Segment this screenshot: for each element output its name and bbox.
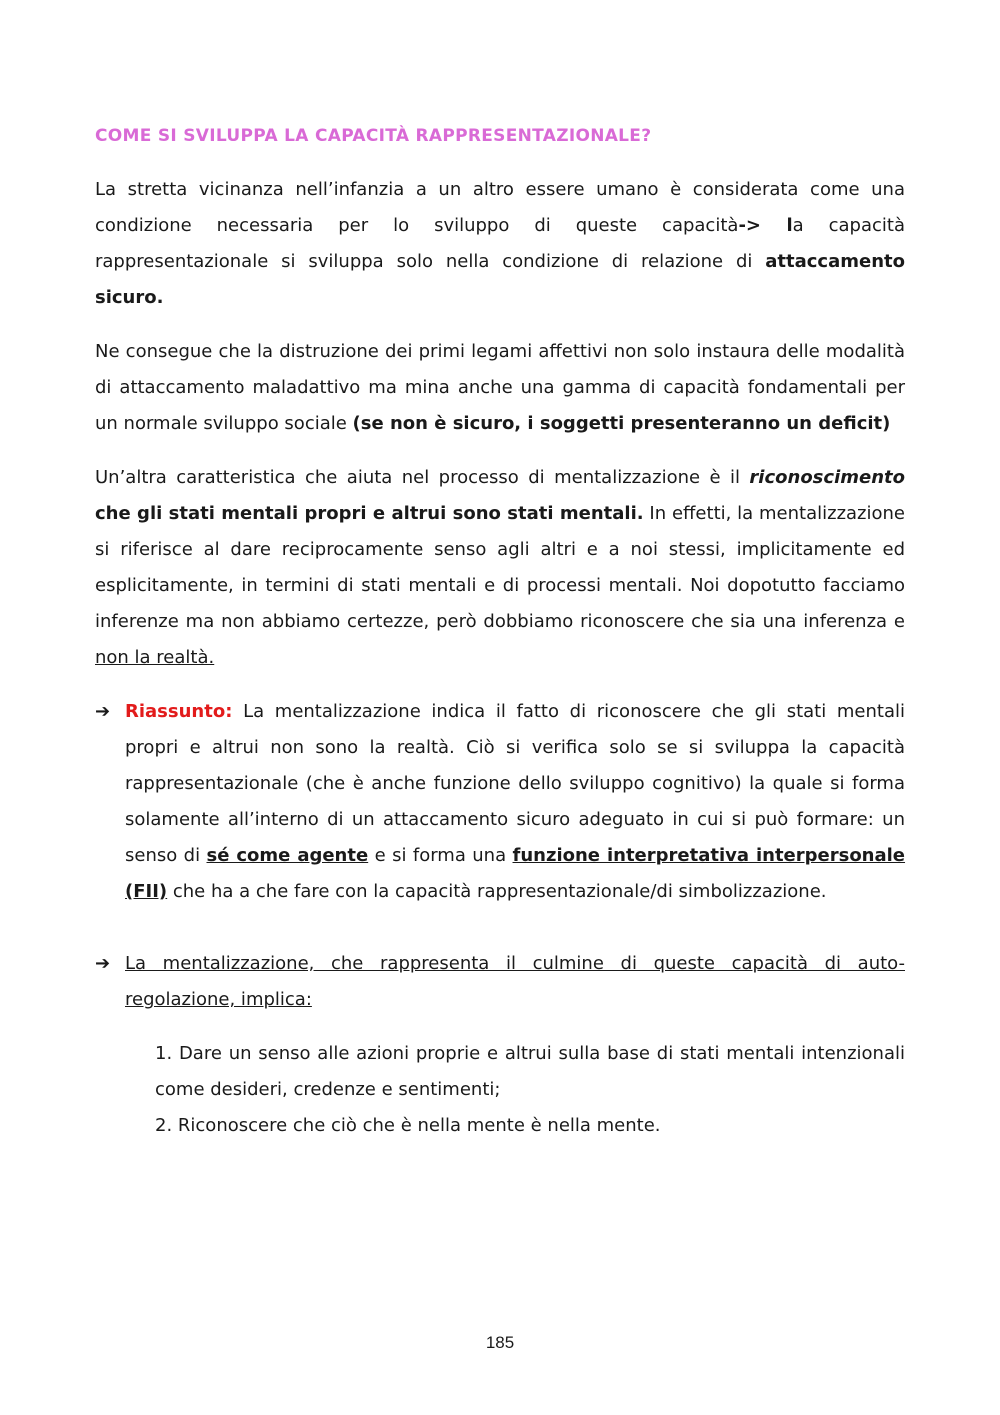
- p2-text-1: Ne consegue che la distruzione dei primi legami affettivi non solo instaura delle modalità di attaccamento maladattivo ma mina anche una gamma di capacità fondamentali per un normale sviluppo sociale: [95, 341, 905, 434]
- p1-text-2: a capacità rappresentazionale si sviluppa solo nella condizione di relazione di: [95, 215, 906, 272]
- p3-bold-mental-states: che gli stati mentali propri e altrui sono stati mentali.: [95, 503, 644, 524]
- p1-bold-arrow: -> l: [738, 215, 793, 236]
- p2-bold-deficit: (se non è sicuro, i soggetti presenteranno un deficit): [352, 413, 891, 434]
- p1-text-1: La stretta vicinanza nell’infanzia a un altro essere umano è considerata come una condizione necessaria per lo sviluppo di queste capacità: [95, 179, 905, 236]
- p3-text-1: Un’altra caratteristica che aiuta nel processo di mentalizzazione è il: [95, 467, 750, 488]
- page-number: 185: [485, 1333, 515, 1352]
- summary-self-as-agent: sé come agente: [206, 845, 369, 866]
- p1-bold-secure-attachment: attaccamento sicuro.: [95, 251, 905, 308]
- page-content: [95, 118, 905, 1144]
- p3-bold-italic-recognition: riconoscimento: [749, 467, 905, 488]
- summary-text-3: che ha a che fare con la capacità rappresentazionale/di simbolizzazione.: [167, 881, 827, 902]
- bullet-summary: [95, 694, 905, 910]
- implications-intro: La mentalizzazione, che rappresenta il culmine di queste capacità di auto-regolazione, implica:: [125, 953, 905, 1010]
- summary-text-1: La mentalizzazione indica il fatto di riconoscere che gli stati mentali propri e altrui non sono la realtà. Ciò si verifica solo se si sviluppa la capacità rappresentazionale (che è anche funzione dello sviluppo cognitivo) la quale si forma solamente all’interno di un attaccamento sicuro adeguato in cui si può formare: un senso di: [125, 701, 905, 866]
- implications-list: [155, 1036, 905, 1144]
- summary-label: Riassunto:: [125, 701, 233, 722]
- paragraph-consequence: [95, 334, 905, 442]
- p3-text-2: In effetti, la mentalizzazione si riferisce al dare reciprocamente senso agli altri e a noi stessi, implicitamente ed esplicitamente, in termini di stati mentali e di processi mentali. Noi dopotutto facciamo inferenze ma non abbiamo certezze, però dobbiamo riconoscere che sia una inferenza e: [95, 503, 905, 632]
- p3-underlined-reality: non la realtà.: [95, 647, 215, 668]
- summary-fii: funzione interpretativa interpersonale (FII): [125, 845, 906, 902]
- summary-text-2: e si forma una: [368, 845, 513, 866]
- paragraph-attachment: [95, 172, 905, 316]
- list-item: 1. Dare un senso alle azioni proprie e altrui sulla base di stati mentali intenzionali come desideri, credenze e sentimenti;: [155, 1043, 905, 1100]
- list-item: 2. Riconoscere che ciò che è nella mente è nella mente.: [155, 1115, 661, 1136]
- paragraph-mentalization: [95, 460, 905, 676]
- arrow-right-icon: ➔: [95, 953, 111, 974]
- bullet-implications: [95, 946, 905, 1018]
- arrow-right-icon: ➔: [95, 701, 111, 722]
- section-heading: COME SI SVILUPPA LA CAPACITÀ RAPPRESENTAZIONALE?: [95, 126, 652, 146]
